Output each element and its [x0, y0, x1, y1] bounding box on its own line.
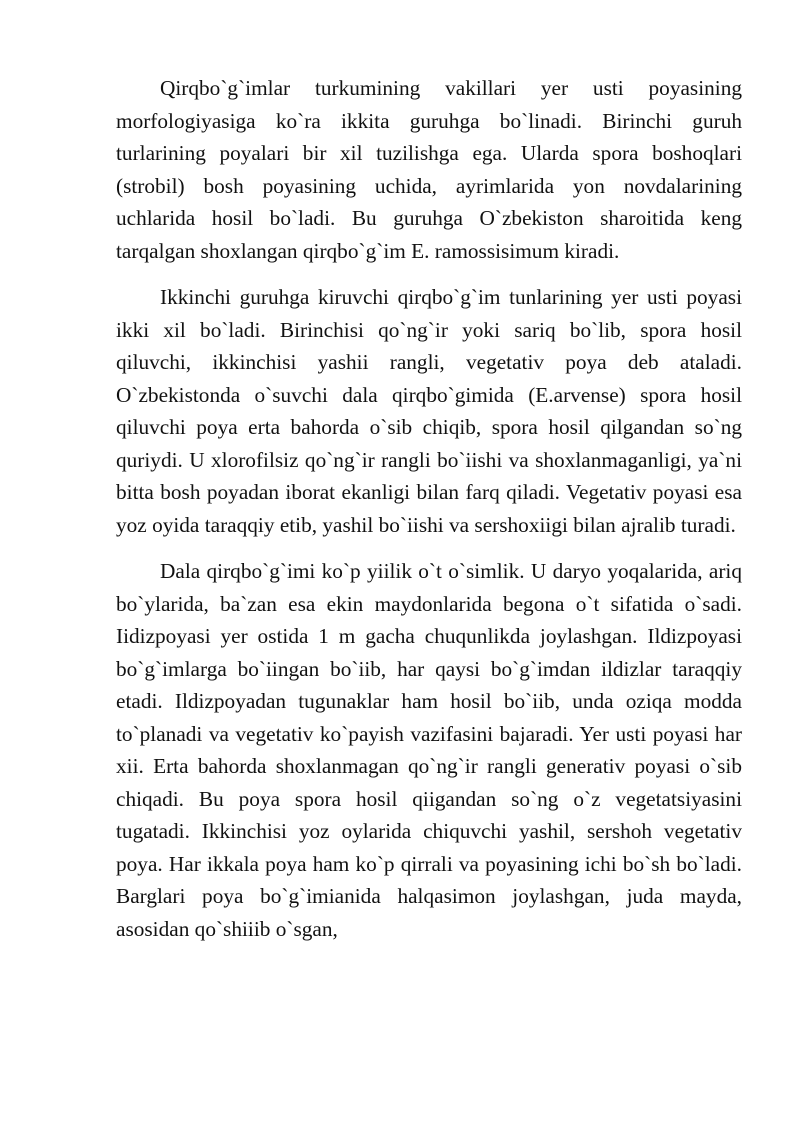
paragraph-3: Dala qirqbo`g`imi ko`p yiilik o`t o`simlik. U daryo yoqalarida, ariq bo`ylarida, ba`zan esa ekin maydonlarida begona o`t sifatida o`sadi. Iidizpoyasi yer ostida 1 m gacha chuqunlikda joylashgan. Ildizpoyasi bo`g`imlarga bo`iingan bo`iib, har qaysi bo`g`imdan ildizlar taraqqiy etadi. Ildizpoyadan tugunaklar ham hosil bo`iib, unda oziqa modda to`planadi va vegetativ ko`payish vazifasini bajaradi. Yer usti poyasi har xii. Erta bahorda shoxlanmagan qo`ng`ir rangli generativ poyasi o`sib chiqadi. Bu poya spora hosil qiigandan so`ng o`z vegetatsiyasini tugatadi. Ikkinchisi yoz oylarida chiquvchi yashil, sershoh vegetativ poya. Har ikkala poya ham ko`p qirrali va poyasining ichi bo`sh bo`ladi. Barglari poya bo`g`imianida halqasimon joylashgan, juda mayda, asosidan qo`shiiib o`sgan,: [116, 559, 742, 941]
paragraph-1: Qirqbo`g`imlar turkumining vakillari yer usti poyasining morfologiyasiga ko`ra ikkita guruhga bo`linadi. Birinchi guruh turlarining poyalari bir xil tuzilishga ega. Ularda spora boshoqlari (strobil) bosh poyasining uchida, ayrimlarida yon novdalarining uchlarida hosil bo`ladi. Bu guruhga O`zbekiston sharoitida keng tarqalgan shoxlangan qirqbo`g`im E. ramossisimum kiradi.: [116, 76, 742, 263]
paragraph-2: Ikkinchi guruhga kiruvchi qirqbo`g`im tunlarining yer usti poyasi ikki xil bo`ladi. Birinchisi qo`ng`ir yoki sariq bo`lib, spora hosil qiluvchi, ikkinchisi yashii rangli, vegetativ poya deb ataladi. O`zbekistonda o`suvchi dala qirqbo`gimida (E.arvense) spora hosil qiluvchi poya erta bahorda o`sib chiqib, spora hosil qilgandan so`ng quriydi. U xlorofilsiz qo`ng`ir rangli bo`iishi va shoxlanmaganligi, ya`ni bitta bosh poyadan iborat ekanligi bilan farq qiladi. Vegetativ poyasi esa yoz oyida taraqqiy etib, yashil bo`iishi va sershoxiigi bilan ajralib turadi.: [116, 285, 742, 537]
